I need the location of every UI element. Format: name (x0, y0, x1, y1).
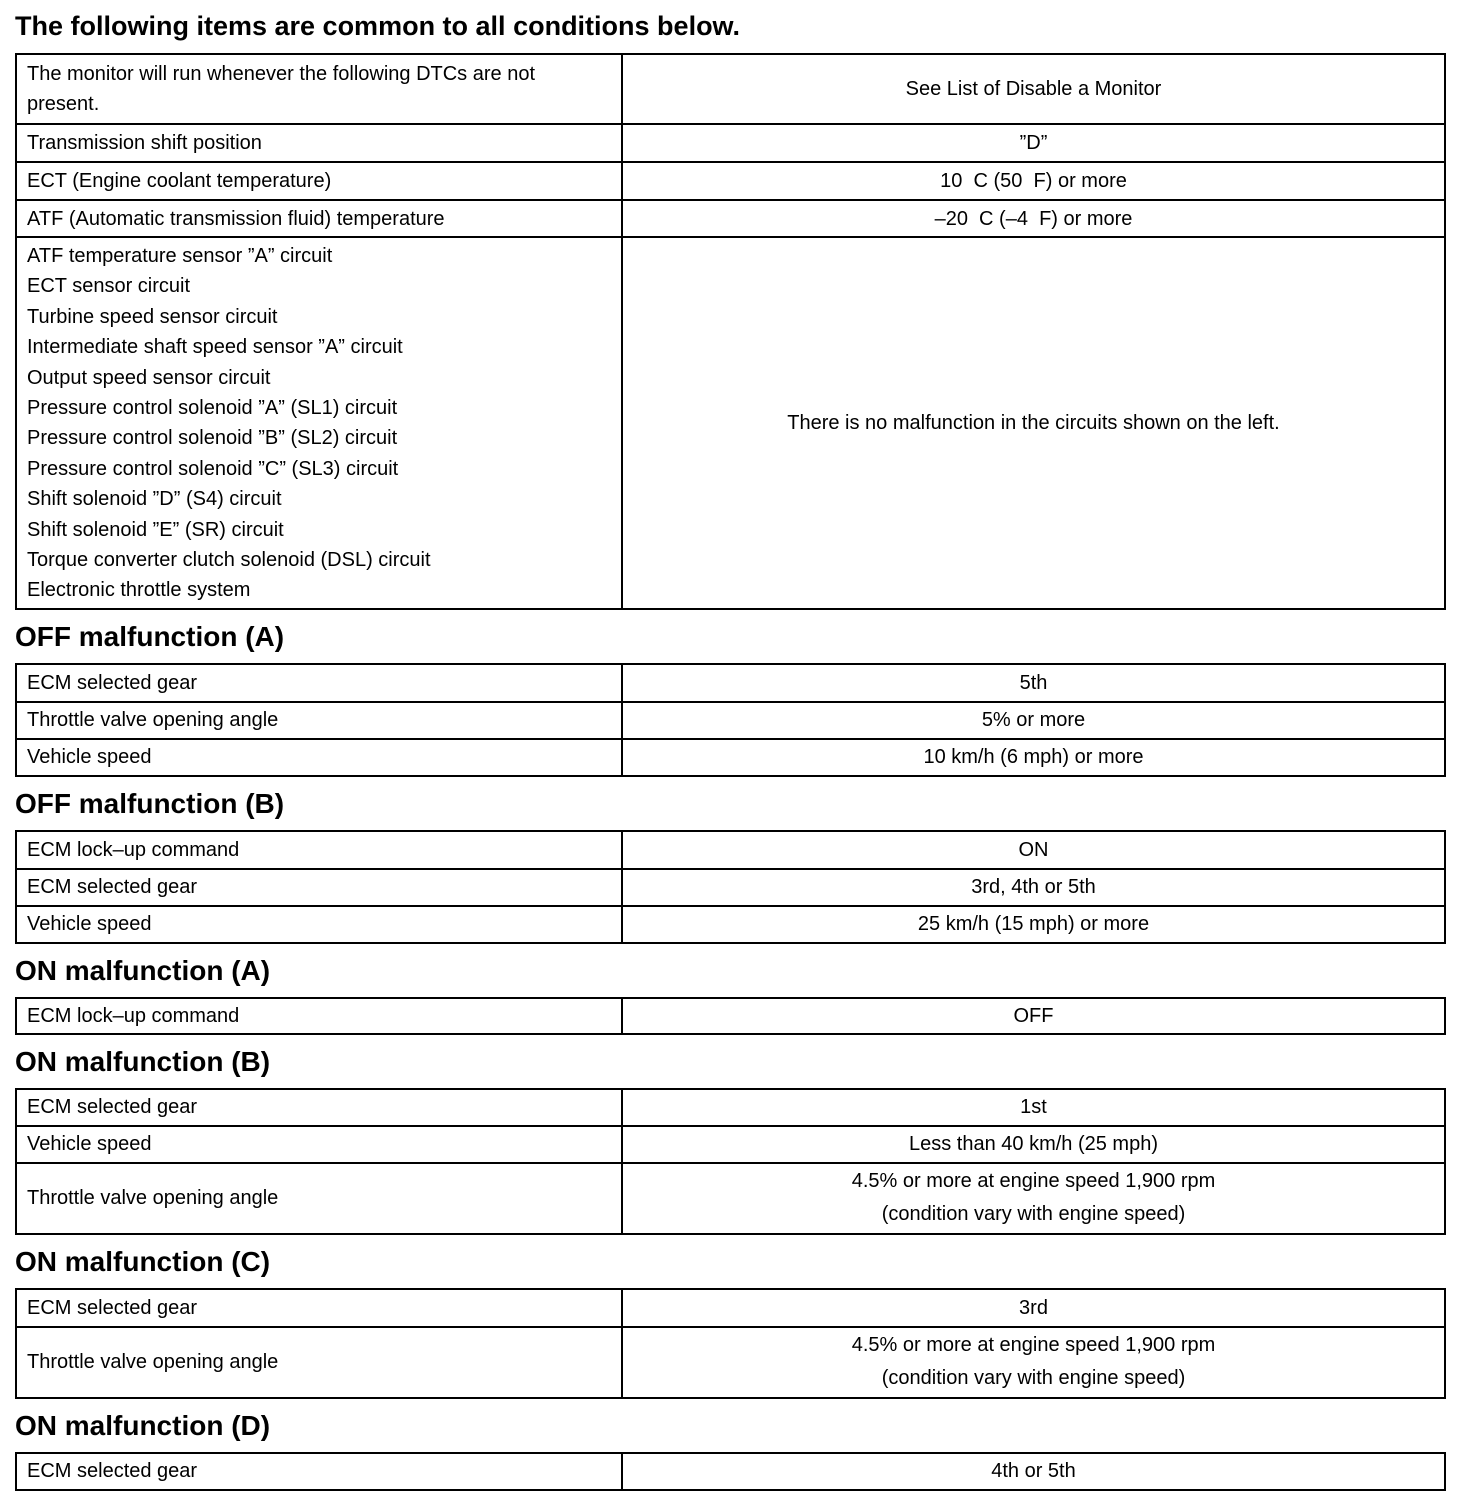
condition-value: See List of Disable a Monitor (622, 54, 1445, 124)
table-row (16, 702, 1445, 739)
condition-value: ”D” (622, 124, 1445, 162)
circuit-item: Shift solenoid ”E” (SR) circuit (27, 518, 284, 541)
condition-label: Throttle valve opening angle (16, 702, 622, 739)
off-malfunction-a-table (15, 663, 1446, 777)
table-row (16, 124, 1445, 162)
circuit-item: Intermediate shaft speed sensor ”A” circuit (27, 336, 403, 359)
section-heading: ON malfunction (B) (15, 1045, 271, 1077)
condition-value: OFF (622, 998, 1445, 1034)
condition-label: ECM selected gear (16, 1289, 622, 1327)
off-malfunction-b-table (15, 830, 1446, 944)
circuit-item: Turbine speed sensor circuit (27, 305, 278, 328)
condition-value: 10 km/h (6 mph) or more (622, 739, 1445, 776)
condition-value: 4.5% or more at engine speed 1,900 rpm (condition vary with engine speed) (622, 1163, 1445, 1234)
table-row (16, 998, 1445, 1034)
table-row (16, 1089, 1445, 1126)
condition-label: ATF (Automatic transmission fluid) temperature (16, 200, 622, 237)
circuit-item: Shift solenoid ”D” (S4) circuit (27, 488, 282, 511)
page-title: The following items are common to all conditions below. (15, 11, 741, 41)
condition-value: Less than 40 km/h (25 mph) (622, 1126, 1445, 1163)
condition-value: 5% or more (622, 702, 1445, 739)
table-row (16, 54, 1445, 124)
condition-label: The monitor will run whenever the following DTCs are not present. (16, 54, 622, 124)
condition-value: 1st (622, 1089, 1445, 1126)
circuit-list (16, 237, 622, 609)
circuit-item: Pressure control solenoid ”B” (SL2) circuit (27, 427, 398, 450)
circuit-item: Pressure control solenoid ”A” (SL1) circuit (27, 397, 398, 420)
condition-label: Throttle valve opening angle (16, 1327, 622, 1398)
table-row (16, 1453, 1445, 1490)
condition-label: ECT (Engine coolant temperature) (16, 162, 622, 200)
section-heading: ON malfunction (A) (15, 954, 271, 986)
condition-label: ECM selected gear (16, 1453, 622, 1490)
section-heading: ON malfunction (C) (15, 1245, 271, 1277)
condition-value: 3rd, 4th or 5th (622, 869, 1445, 906)
section-heading: OFF malfunction (B) (15, 787, 285, 819)
on-malfunction-a-table (15, 997, 1446, 1035)
on-malfunction-b-table (15, 1088, 1446, 1235)
condition-label: ECM lock–up command (16, 998, 622, 1034)
condition-label: Vehicle speed (16, 906, 622, 943)
table-row (16, 906, 1445, 943)
condition-label: ECM selected gear (16, 869, 622, 906)
condition-label: Vehicle speed (16, 1126, 622, 1163)
table-row (16, 200, 1445, 237)
table-row (16, 831, 1445, 869)
circuit-item: Torque converter clutch solenoid (DSL) circuit (27, 549, 431, 572)
condition-value: 5th (622, 664, 1445, 702)
table-row (16, 1126, 1445, 1163)
condition-value: ON (622, 831, 1445, 869)
condition-label: Transmission shift position (16, 124, 622, 162)
table-row (16, 1289, 1445, 1327)
common-conditions-table (15, 53, 1446, 610)
table-row (16, 1327, 1445, 1398)
section-heading: OFF malfunction (A) (15, 620, 285, 652)
table-row (16, 664, 1445, 702)
circuit-item: Pressure control solenoid ”C” (SL3) circuit (27, 457, 399, 480)
circuit-item: Output speed sensor circuit (27, 366, 271, 389)
table-row (16, 739, 1445, 776)
table-row (16, 237, 1445, 609)
condition-label: ECM lock–up command (16, 831, 622, 869)
table-row (16, 869, 1445, 906)
condition-value: 10 C (50 F) or more (622, 162, 1445, 200)
table-row (16, 162, 1445, 200)
table-row (16, 1163, 1445, 1234)
condition-label: Vehicle speed (16, 739, 622, 776)
section-heading: ON malfunction (D) (15, 1409, 271, 1441)
condition-value: 4th or 5th (622, 1453, 1445, 1490)
circuit-item: ECT sensor circuit (27, 275, 191, 298)
condition-label: Throttle valve opening angle (16, 1163, 622, 1234)
condition-label: ECM selected gear (16, 664, 622, 702)
condition-value: –20 C (–4 F) or more (622, 200, 1445, 237)
condition-value: 25 km/h (15 mph) or more (622, 906, 1445, 943)
circuit-item: ATF temperature sensor ”A” circuit (27, 245, 333, 267)
on-malfunction-c-table (15, 1288, 1446, 1399)
condition-label: ECM selected gear (16, 1089, 622, 1126)
condition-value: 4.5% or more at engine speed 1,900 rpm (condition vary with engine speed) (622, 1327, 1445, 1398)
condition-value: There is no malfunction in the circuits shown on the left. (622, 237, 1445, 609)
condition-value: 3rd (622, 1289, 1445, 1327)
on-malfunction-d-table (15, 1452, 1446, 1491)
circuit-item: Electronic throttle system (27, 579, 251, 602)
